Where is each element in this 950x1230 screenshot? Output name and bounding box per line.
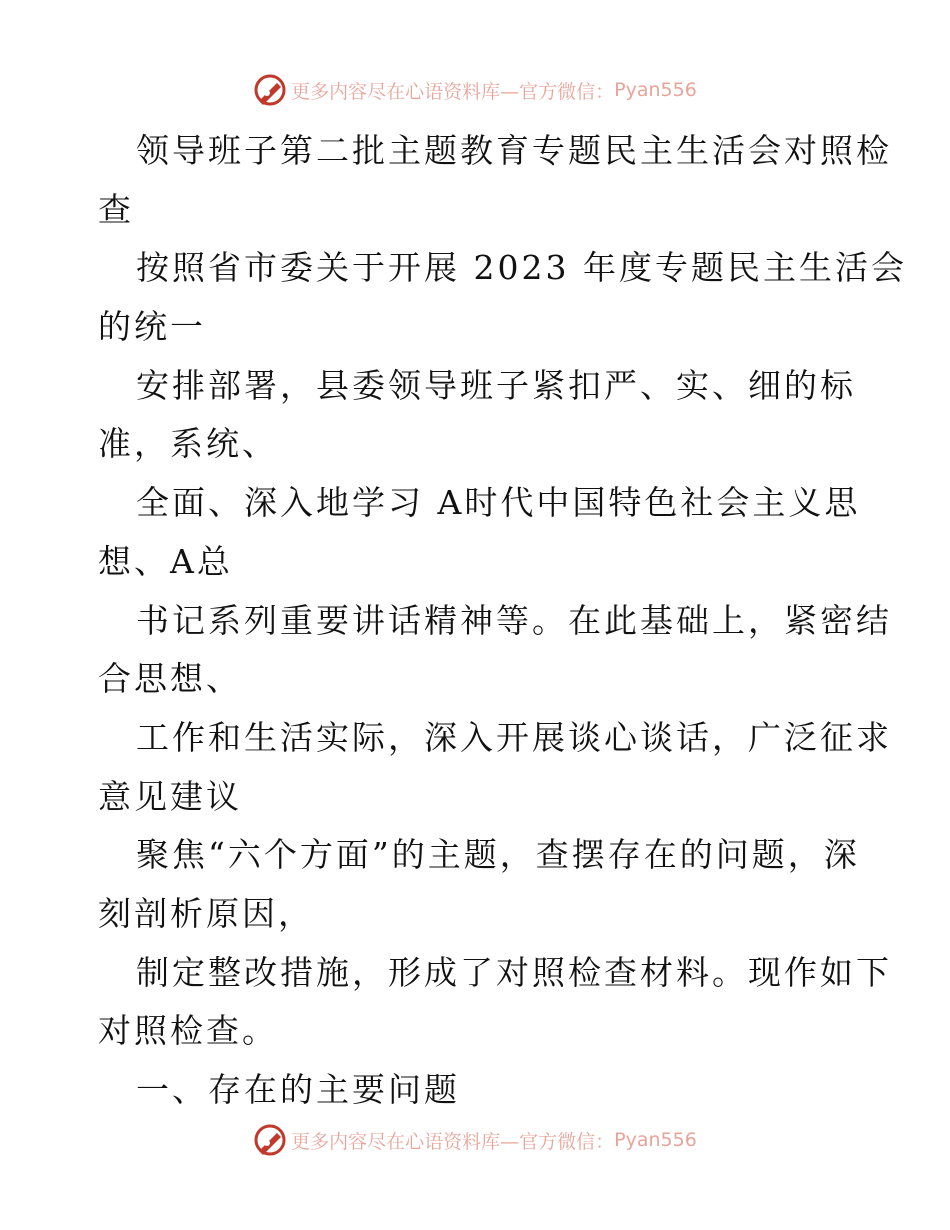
paragraph-line: 安排部署，县委领导班子紧扣严、实、细的标 bbox=[136, 365, 856, 405]
header-wechat-id: Pyan556 bbox=[614, 79, 697, 101]
paragraph-line: 准，系统、 bbox=[98, 424, 278, 464]
paragraph-line: 制定整改措施，形成了对照检查材料。现作如下 bbox=[136, 952, 892, 992]
footer-banner bbox=[0, 1122, 950, 1158]
paragraph-line: 想、A总 bbox=[98, 541, 233, 581]
pen-logo-icon bbox=[253, 73, 287, 107]
title-line-2: 查 bbox=[98, 189, 134, 229]
paragraph-line: 刻剖析原因， bbox=[98, 893, 314, 933]
paragraph-line: 工作和生活实际，深入开展谈心谈话，广泛征求 bbox=[136, 717, 892, 757]
header-banner-text: 更多内容尽在心语资料库—官方微信： bbox=[291, 80, 615, 103]
header-banner bbox=[0, 72, 950, 108]
paragraph-line: 的统一 bbox=[98, 307, 206, 347]
paragraph-line: 全面、深入地学习 A时代中国特色社会主义思 bbox=[136, 483, 861, 523]
document-body bbox=[98, 122, 907, 1120]
paragraph-line: 按照省市委关于开展 2023 年度专题民主生活会 bbox=[136, 248, 907, 288]
pen-logo-icon bbox=[253, 1123, 287, 1157]
paragraph-line: 合思想、 bbox=[98, 659, 242, 699]
paragraph-line: 对照检查。 bbox=[98, 1011, 278, 1051]
section-heading: 一、存在的主要问题 bbox=[136, 1070, 460, 1109]
footer-wechat-id: Pyan556 bbox=[614, 1129, 697, 1151]
paragraph-line: 书记系列重要讲话精神等。在此基础上，紧密结 bbox=[136, 600, 892, 640]
paragraph-line: 意见建议 bbox=[98, 776, 242, 816]
paragraph-line: 聚焦“六个方面”的主题，查摆存在的问题，深 bbox=[136, 835, 860, 875]
footer-banner-text: 更多内容尽在心语资料库—官方微信： bbox=[291, 1130, 615, 1153]
title-line-1: 领导班子第二批主题教育专题民主生活会对照检 bbox=[136, 131, 892, 170]
